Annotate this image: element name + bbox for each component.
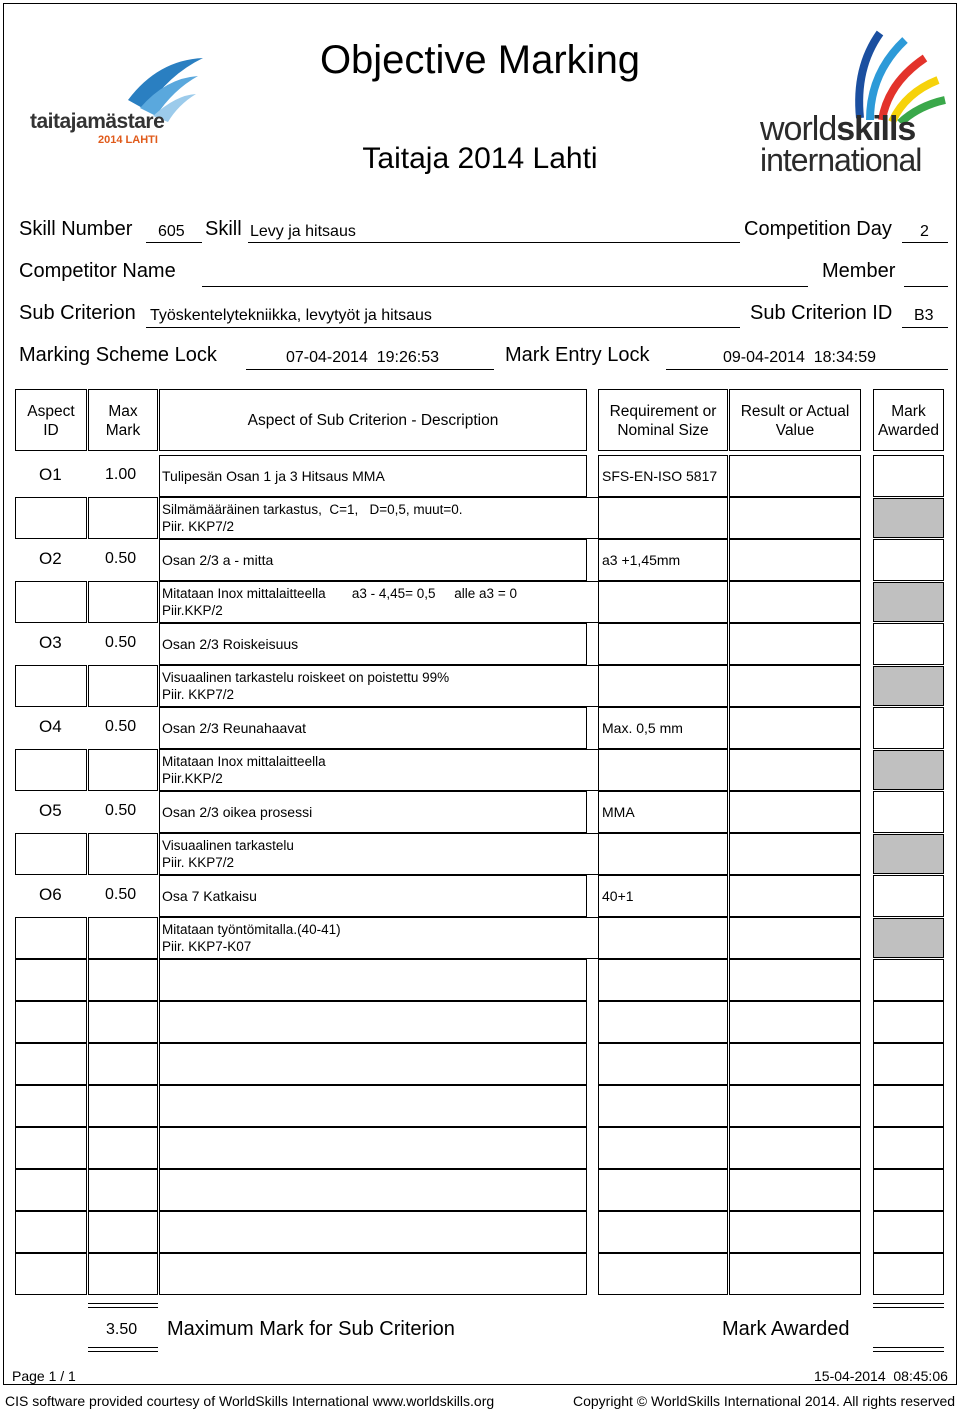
table-cell xyxy=(15,917,87,959)
table-cell xyxy=(873,666,944,706)
row-4-note: Mitataan Inox mittalaitteella Piir.KKP/2 xyxy=(162,754,326,786)
table-cell xyxy=(598,1169,728,1211)
row-5-id: O5 xyxy=(39,801,62,820)
table-cell xyxy=(88,1211,158,1253)
table-cell xyxy=(15,497,87,539)
table-cell xyxy=(15,1127,87,1169)
table-cell xyxy=(598,833,728,875)
table-cell xyxy=(729,581,861,623)
mark-entry-lock-label: Mark Entry Lock xyxy=(505,344,650,366)
table-cell xyxy=(873,623,944,665)
table-cell xyxy=(873,1211,944,1253)
table-cell xyxy=(15,1211,87,1253)
member-label: Member xyxy=(822,260,896,282)
table-cell xyxy=(873,1169,944,1211)
sub-criterion-id-value: B3 xyxy=(914,307,934,324)
table-cell xyxy=(729,875,861,917)
mark-awarded-label: Mark Awarded xyxy=(722,1318,850,1340)
taitajamastare-name: taitajamästare xyxy=(30,110,165,133)
table-cell xyxy=(159,959,587,1001)
table-cell xyxy=(729,791,861,833)
header-awarded: Mark Awarded xyxy=(878,403,939,439)
competitor-name-underline xyxy=(202,286,808,287)
max-total-rule-bottom xyxy=(88,1347,158,1352)
table-cell xyxy=(598,623,728,665)
row-6-id: O6 xyxy=(39,885,62,904)
sub-criterion-label: Sub Criterion xyxy=(19,302,136,324)
table-cell xyxy=(873,1253,944,1295)
max-total-label: Maximum Mark for Sub Criterion xyxy=(167,1318,455,1340)
row-1-req: SFS-EN-ISO 5817 xyxy=(602,468,718,484)
table-cell xyxy=(729,1001,861,1043)
table-cell xyxy=(873,539,944,581)
table-cell xyxy=(598,1211,728,1253)
table-cell xyxy=(88,959,158,1001)
table-cell xyxy=(873,834,944,874)
skill-number-underline xyxy=(146,242,202,243)
row-1-id: O1 xyxy=(39,465,62,484)
table-cell xyxy=(729,539,861,581)
table-cell xyxy=(598,581,728,623)
table-cell xyxy=(15,581,87,623)
row-2-id: O2 xyxy=(39,549,62,568)
table-cell xyxy=(15,1169,87,1211)
mark-awarded-rule-bottom xyxy=(873,1347,944,1352)
row-4-desc: Osan 2/3 Reunahaavat xyxy=(162,720,306,736)
competition-day-label: Competition Day xyxy=(744,218,892,240)
header-aspect-id: Aspect ID xyxy=(27,403,75,439)
table-cell xyxy=(88,497,158,539)
table-cell xyxy=(598,497,728,539)
mark-awarded-rule-top xyxy=(873,1303,944,1308)
row-3-max: 0.50 xyxy=(105,634,137,651)
table-cell xyxy=(159,1211,587,1253)
table-cell xyxy=(15,749,87,791)
table-cell xyxy=(598,1043,728,1085)
table-cell xyxy=(15,1085,87,1127)
max-total-value: 3.50 xyxy=(106,1321,138,1338)
table-cell xyxy=(88,581,158,623)
row-2-max: 0.50 xyxy=(105,550,137,567)
table-cell xyxy=(598,1001,728,1043)
table-cell xyxy=(873,959,944,1001)
row-5-note: Visuaalinen tarkastelu Piir. KKP7/2 xyxy=(162,838,294,870)
row-3-note: Visuaalinen tarkastelu roiskeet on poistettu 99% Piir. KKP7/2 xyxy=(162,670,450,702)
sub-criterion-underline xyxy=(146,327,740,328)
sub-criterion-value: Työskentelytekniikka, levytyöt ja hitsaus xyxy=(150,307,432,324)
competitor-name-label: Competitor Name xyxy=(19,260,176,282)
table-cell xyxy=(598,1253,728,1295)
row-6-desc: Osa 7 Katkaisu xyxy=(162,888,257,904)
table-cell xyxy=(598,959,728,1001)
table-cell xyxy=(729,959,861,1001)
worldskills-logo-international: international xyxy=(760,142,922,178)
skill-value: Levy ja hitsaus xyxy=(250,223,356,240)
table-cell xyxy=(88,1127,158,1169)
row-4-max: 0.50 xyxy=(105,718,137,735)
table-cell xyxy=(873,791,944,833)
sub-criterion-id-underline xyxy=(902,327,948,328)
table-cell xyxy=(159,1169,587,1211)
row-4-req: Max. 0,5 mm xyxy=(602,720,683,736)
row-6-max: 0.50 xyxy=(105,886,137,903)
table-cell xyxy=(88,665,158,707)
header-description: Aspect of Sub Criterion - Description xyxy=(247,412,499,429)
table-cell xyxy=(15,833,87,875)
competition-day-underline xyxy=(902,242,948,243)
row-3-desc: Osan 2/3 Roiskeisuus xyxy=(162,636,299,652)
taitajamastare-tag: 2014 LAHTI xyxy=(98,134,158,146)
table-cell xyxy=(729,749,861,791)
skill-label: Skill xyxy=(205,218,242,240)
worldskills-logo-skills: skills xyxy=(836,110,916,148)
table-cell xyxy=(873,455,944,497)
table-cell xyxy=(15,1043,87,1085)
table-cell xyxy=(873,1127,944,1169)
table-cell xyxy=(88,1085,158,1127)
skill-underline xyxy=(248,242,740,243)
table-cell xyxy=(598,1127,728,1169)
table-cell xyxy=(729,917,861,959)
table-cell xyxy=(729,833,861,875)
row-1-max: 1.00 xyxy=(105,466,137,483)
table-cell xyxy=(15,959,87,1001)
row-4-id: O4 xyxy=(39,717,62,736)
header-result: Result or Actual Value xyxy=(740,403,850,439)
table-cell xyxy=(598,749,728,791)
page-subtitle: Taitaja 2014 Lahti xyxy=(362,142,598,175)
row-6-note: Mitataan työntömitalla.(40-41) Piir. KKP7-K07 xyxy=(162,922,341,954)
table-cell xyxy=(15,665,87,707)
row-5-req: MMA xyxy=(602,804,635,820)
table-cell xyxy=(88,1001,158,1043)
print-timestamp: 15-04-2014 08:45:06 xyxy=(814,1368,948,1384)
table-cell xyxy=(729,497,861,539)
table-cell xyxy=(729,1127,861,1169)
max-total-rule-top xyxy=(88,1303,158,1308)
header-max-mark: Max Mark xyxy=(105,403,141,439)
marking-scheme-lock-value: 07-04-2014 19:26:53 xyxy=(286,349,440,366)
page-number: Page 1 / 1 xyxy=(12,1368,76,1384)
table-cell xyxy=(873,707,944,749)
table-cell xyxy=(729,1169,861,1211)
row-3-id: O3 xyxy=(39,633,62,652)
row-5-max: 0.50 xyxy=(105,802,137,819)
table-cell xyxy=(873,750,944,790)
table-cell xyxy=(598,1085,728,1127)
table-cell xyxy=(729,665,861,707)
marking-scheme-lock-underline xyxy=(246,369,494,370)
table-cell xyxy=(88,1169,158,1211)
table-cell xyxy=(159,1001,587,1043)
page-title: Objective Marking xyxy=(319,38,641,82)
table-cell xyxy=(15,1253,87,1295)
table-cell xyxy=(873,1043,944,1085)
table-cell xyxy=(873,1085,944,1127)
table-cell xyxy=(873,582,944,622)
mark-entry-lock-underline xyxy=(666,369,948,370)
row-2-req: a3 +1,45mm xyxy=(602,552,681,568)
row-2-desc: Osan 2/3 a - mitta xyxy=(162,552,274,568)
table-cell xyxy=(729,455,861,497)
row-6-req: 40+1 xyxy=(602,888,634,904)
table-cell xyxy=(15,1001,87,1043)
table-cell xyxy=(729,623,861,665)
sub-criterion-id-label: Sub Criterion ID xyxy=(750,302,893,324)
marking-scheme-lock-label: Marking Scheme Lock xyxy=(19,344,217,366)
row-1-note: Silmämääräinen tarkastus, C=1, D=0,5, muut=0. Piir. KKP7/2 xyxy=(162,502,463,534)
table-cell xyxy=(729,1253,861,1295)
row-2-note: Mitataan Inox mittalaitteella a3 - 4,45= 0,5 alle a3 = 0 Piir.KKP/2 xyxy=(162,586,517,618)
row-5-desc: Osan 2/3 oikea prosessi xyxy=(162,804,313,820)
table-cell xyxy=(729,1043,861,1085)
table-cell xyxy=(88,749,158,791)
table-cell xyxy=(88,833,158,875)
table-cell xyxy=(873,1001,944,1043)
table-cell xyxy=(598,665,728,707)
competition-day-value: 2 xyxy=(920,223,929,240)
mark-entry-lock-value: 09-04-2014 18:34:59 xyxy=(723,349,877,366)
table-cell xyxy=(729,1211,861,1253)
table-cell xyxy=(159,1127,587,1169)
header-requirement: Requirement or Nominal Size xyxy=(609,403,717,439)
courtesy-text: CIS software provided courtesy of WorldSkills International www.worldskills.org xyxy=(5,1393,495,1409)
copyright-text: Copyright © WorldSkills International 2014. All rights reserved xyxy=(573,1393,956,1409)
table-cell xyxy=(159,1253,587,1295)
row-1-desc: Tulipesän Osan 1 ja 3 Hitsaus MMA xyxy=(162,468,385,484)
table-cell xyxy=(729,1085,861,1127)
worldskills-logo-world: world xyxy=(760,110,837,148)
table-cell xyxy=(729,707,861,749)
table-cell xyxy=(873,875,944,917)
skill-number-value: 605 xyxy=(158,223,185,240)
table-cell xyxy=(598,917,728,959)
skill-number-label: Skill Number xyxy=(19,218,133,240)
table-cell xyxy=(88,1253,158,1295)
table-cell xyxy=(159,1043,587,1085)
member-underline xyxy=(904,286,948,287)
table-cell xyxy=(873,918,944,958)
table-cell xyxy=(88,1043,158,1085)
table-cell xyxy=(88,917,158,959)
table-cell xyxy=(873,498,944,538)
table-cell xyxy=(159,1085,587,1127)
